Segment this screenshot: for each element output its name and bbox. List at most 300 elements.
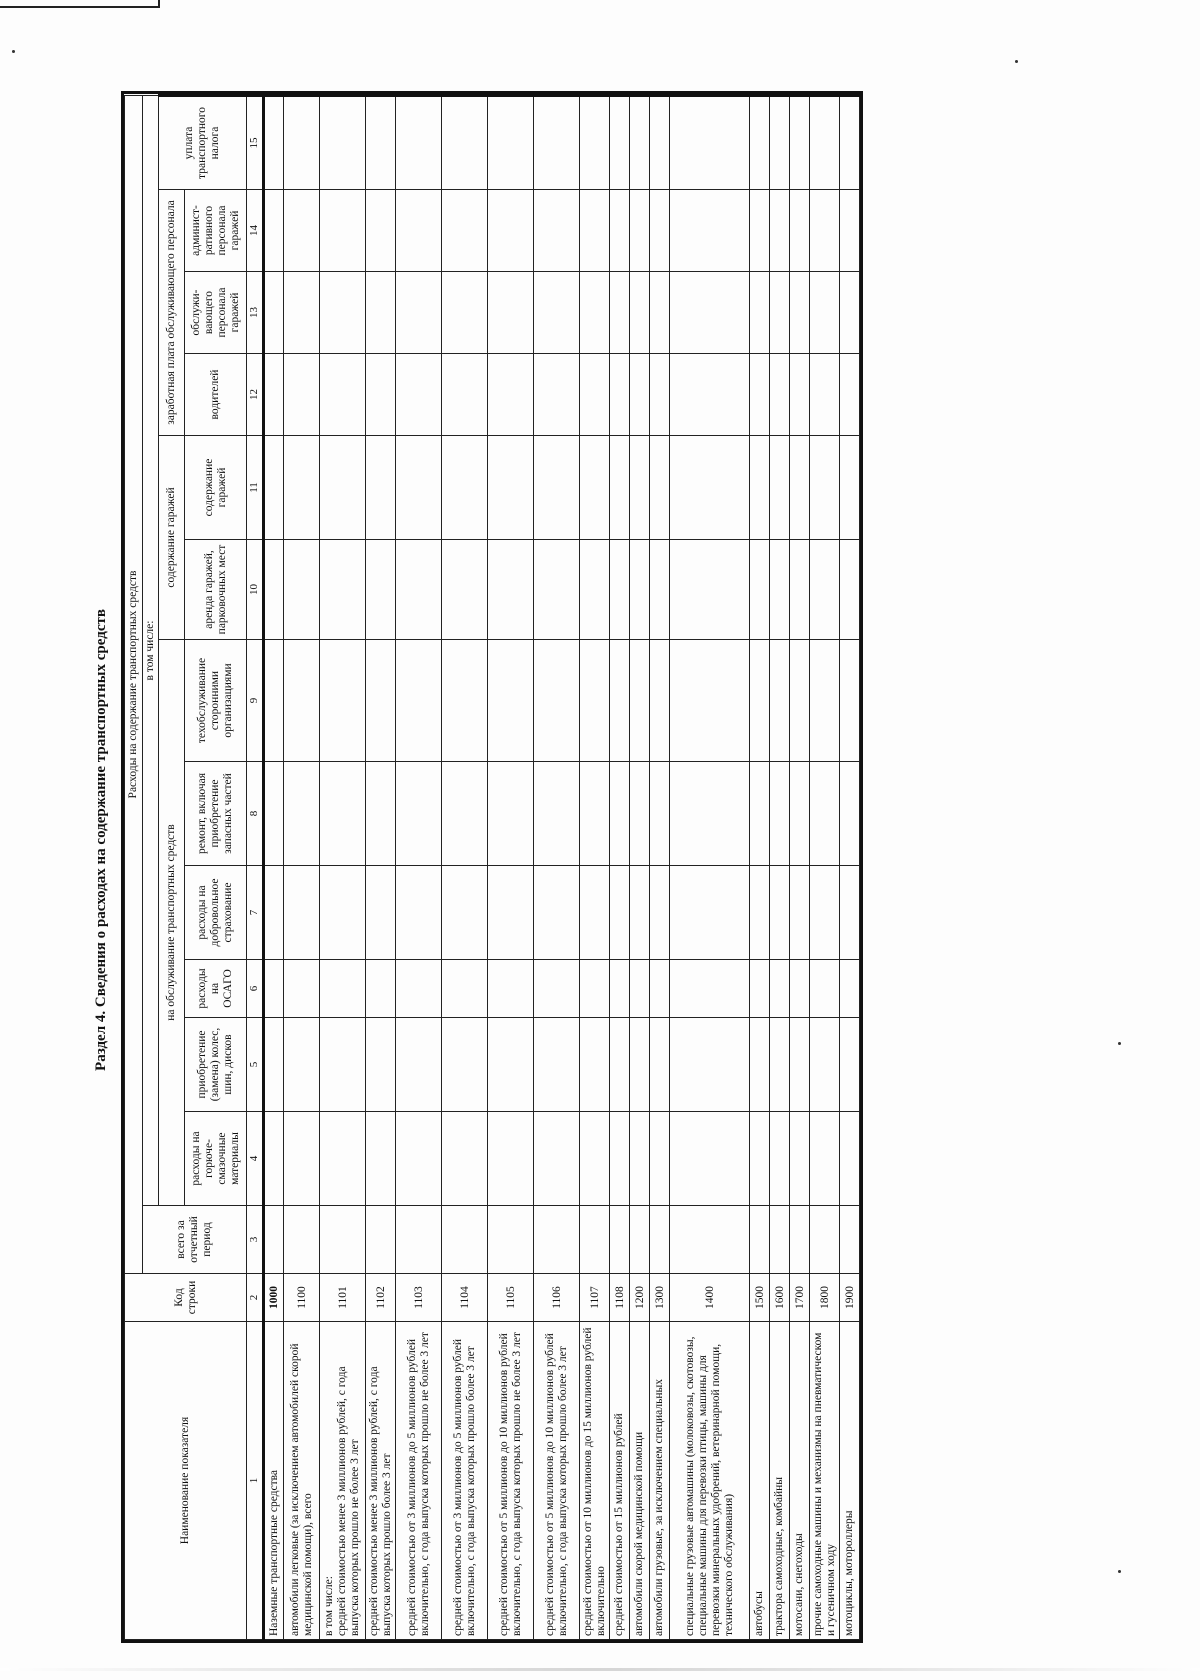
value-cell-col-7[interactable] [790, 866, 810, 960]
value-cell-col-13[interactable] [396, 272, 442, 354]
value-cell-col-4[interactable] [790, 1112, 810, 1206]
value-cell-col-12[interactable] [670, 354, 750, 436]
expenses-table [124, 94, 860, 1640]
row-code: 1101 [320, 1274, 366, 1322]
value-cell-col-10[interactable] [630, 540, 650, 640]
value-cell-col-5[interactable] [264, 1018, 284, 1112]
value-cell-col-3[interactable] [396, 1206, 442, 1274]
value-cell-col-6[interactable] [810, 960, 840, 1018]
row-name-text: Наземные транспортные средства [267, 1469, 280, 1636]
col-number: 7 [247, 866, 264, 960]
value-cell-col-13[interactable] [810, 272, 840, 354]
value-cell-col-11[interactable] [366, 436, 396, 540]
value-cell-col-12[interactable] [650, 354, 670, 436]
row-code: 1600 [770, 1274, 790, 1322]
value-cell-col-6[interactable] [840, 960, 860, 1018]
value-cell-col-3[interactable] [580, 1206, 610, 1274]
value-cell-col-9[interactable] [396, 640, 442, 762]
value-cell-col-3[interactable] [366, 1206, 396, 1274]
row-code: 1105 [488, 1274, 534, 1322]
value-cell-col-3[interactable] [770, 1206, 790, 1274]
value-cell-col-10[interactable] [488, 540, 534, 640]
value-cell-col-5[interactable] [320, 1018, 366, 1112]
row-name [670, 1322, 750, 1640]
value-cell-col-3[interactable] [630, 1206, 650, 1274]
value-cell-col-10[interactable] [264, 540, 284, 640]
value-cell-col-15[interactable] [442, 96, 488, 190]
value-cell-col-12[interactable] [630, 354, 650, 436]
value-cell-col-9[interactable] [320, 640, 366, 762]
value-cell-col-14[interactable] [630, 190, 650, 272]
value-cell-col-11[interactable] [630, 436, 650, 540]
value-cell-col-10[interactable] [580, 540, 610, 640]
value-cell-col-7[interactable] [580, 866, 610, 960]
value-cell-col-6[interactable] [790, 960, 810, 1018]
row-name-text: средней стоимостью от 3 миллионов до 5 миллионов рублей включительно, с года выпуска которых прошло более 3 лет [451, 1338, 477, 1636]
value-cell-col-8[interactable] [790, 762, 810, 866]
row-name [284, 1322, 320, 1640]
value-cell-col-11[interactable] [610, 436, 630, 540]
value-cell-col-5[interactable] [610, 1018, 630, 1112]
value-cell-col-8[interactable] [284, 762, 320, 866]
value-cell-col-15[interactable] [488, 96, 534, 190]
value-cell-col-9[interactable] [790, 640, 810, 762]
header-service-group: на обслуживание транспортных средств [159, 640, 185, 1206]
value-cell-col-10[interactable] [790, 540, 810, 640]
value-cell-col-11[interactable] [790, 436, 810, 540]
value-cell-col-11[interactable] [534, 436, 580, 540]
value-cell-col-12[interactable] [534, 354, 580, 436]
value-cell-col-4[interactable] [366, 1112, 396, 1206]
value-cell-col-14[interactable] [284, 190, 320, 272]
header-salary-group: заработная плата обслуживающего персонала [159, 190, 185, 436]
value-cell-col-12[interactable] [488, 354, 534, 436]
value-cell-col-6[interactable] [770, 960, 790, 1018]
scan-speck [1118, 1042, 1121, 1045]
value-cell-col-4[interactable] [264, 1112, 284, 1206]
value-cell-col-5[interactable] [580, 1018, 610, 1112]
value-cell-col-4[interactable] [284, 1112, 320, 1206]
value-cell-col-9[interactable] [750, 640, 770, 762]
value-cell-col-13[interactable] [650, 272, 670, 354]
header-c8: ремонт, включая приобретение запасных частей [185, 762, 247, 866]
value-cell-col-12[interactable] [770, 354, 790, 436]
value-cell-col-14[interactable] [670, 190, 750, 272]
value-cell-col-6[interactable] [580, 960, 610, 1018]
value-cell-col-13[interactable] [580, 272, 610, 354]
value-cell-col-7[interactable] [650, 866, 670, 960]
value-cell-col-8[interactable] [610, 762, 630, 866]
value-cell-col-12[interactable] [264, 354, 284, 436]
col-number: 15 [247, 96, 264, 190]
value-cell-col-15[interactable] [610, 96, 630, 190]
scan-frame-corner [0, 0, 160, 8]
value-cell-col-6[interactable] [442, 960, 488, 1018]
value-cell-col-10[interactable] [366, 540, 396, 640]
row-name-text: средней стоимостью от 3 миллионов до 5 миллионов рублей включительно, с года выпуска которых прошло не более 3 лет [405, 1332, 431, 1636]
value-cell-col-11[interactable] [750, 436, 770, 540]
value-cell-col-5[interactable] [284, 1018, 320, 1112]
value-cell-col-3[interactable] [442, 1206, 488, 1274]
value-cell-col-11[interactable] [442, 436, 488, 540]
col-number: 13 [247, 272, 264, 354]
value-cell-col-6[interactable] [750, 960, 770, 1018]
value-cell-col-6[interactable] [610, 960, 630, 1018]
value-cell-col-5[interactable] [442, 1018, 488, 1112]
value-cell-col-6[interactable] [630, 960, 650, 1018]
table-row [284, 96, 320, 1640]
value-cell-col-8[interactable] [650, 762, 670, 866]
value-cell-col-7[interactable] [610, 866, 630, 960]
value-cell-col-11[interactable] [580, 436, 610, 540]
value-cell-col-4[interactable] [770, 1112, 790, 1206]
value-cell-col-8[interactable] [840, 762, 860, 866]
value-cell-col-7[interactable] [630, 866, 650, 960]
value-cell-col-15[interactable] [790, 96, 810, 190]
value-cell-col-5[interactable] [750, 1018, 770, 1112]
value-cell-col-7[interactable] [366, 866, 396, 960]
value-cell-col-5[interactable] [790, 1018, 810, 1112]
value-cell-col-14[interactable] [396, 190, 442, 272]
value-cell-col-15[interactable] [320, 96, 366, 190]
value-cell-col-10[interactable] [810, 540, 840, 640]
row-code: 1400 [670, 1274, 750, 1322]
value-cell-col-14[interactable] [750, 190, 770, 272]
value-cell-col-14[interactable] [790, 190, 810, 272]
value-cell-col-15[interactable] [284, 96, 320, 190]
scan-speck [12, 50, 15, 53]
value-cell-col-5[interactable] [670, 1018, 750, 1112]
value-cell-col-13[interactable] [770, 272, 790, 354]
value-cell-col-5[interactable] [840, 1018, 860, 1112]
value-cell-col-11[interactable] [810, 436, 840, 540]
table-body [264, 96, 860, 1640]
value-cell-col-3[interactable] [790, 1206, 810, 1274]
value-cell-col-11[interactable] [488, 436, 534, 540]
value-cell-col-4[interactable] [810, 1112, 840, 1206]
row-name-text: автомобили скорой медицинской помощи [633, 1431, 645, 1636]
value-cell-col-9[interactable] [840, 640, 860, 762]
value-cell-col-13[interactable] [366, 272, 396, 354]
value-cell-col-11[interactable] [650, 436, 670, 540]
value-cell-col-14[interactable] [770, 190, 790, 272]
value-cell-col-5[interactable] [488, 1018, 534, 1112]
value-cell-col-9[interactable] [488, 640, 534, 762]
value-cell-col-6[interactable] [534, 960, 580, 1018]
value-cell-col-10[interactable] [396, 540, 442, 640]
table-row [396, 96, 442, 1640]
row-name [488, 1322, 534, 1640]
value-cell-col-7[interactable] [264, 866, 284, 960]
value-cell-col-7[interactable] [840, 866, 860, 960]
value-cell-col-13[interactable] [264, 272, 284, 354]
value-cell-col-14[interactable] [320, 190, 366, 272]
header-code: Код строки [125, 1274, 247, 1322]
value-cell-col-13[interactable] [320, 272, 366, 354]
value-cell-col-4[interactable] [630, 1112, 650, 1206]
header-c9: техобслуживание сторонними организациями [185, 640, 247, 762]
value-cell-col-14[interactable] [610, 190, 630, 272]
value-cell-col-7[interactable] [534, 866, 580, 960]
value-cell-col-12[interactable] [442, 354, 488, 436]
value-cell-col-6[interactable] [488, 960, 534, 1018]
value-cell-col-5[interactable] [396, 1018, 442, 1112]
value-cell-col-14[interactable] [264, 190, 284, 272]
value-cell-col-3[interactable] [320, 1206, 366, 1274]
value-cell-col-8[interactable] [670, 762, 750, 866]
value-cell-col-9[interactable] [650, 640, 670, 762]
value-cell-col-11[interactable] [264, 436, 284, 540]
value-cell-col-14[interactable] [488, 190, 534, 272]
value-cell-col-8[interactable] [488, 762, 534, 866]
value-cell-col-12[interactable] [750, 354, 770, 436]
value-cell-col-10[interactable] [284, 540, 320, 640]
value-cell-col-7[interactable] [810, 866, 840, 960]
value-cell-col-13[interactable] [840, 272, 860, 354]
value-cell-col-12[interactable] [284, 354, 320, 436]
table-row [610, 96, 630, 1640]
value-cell-col-10[interactable] [650, 540, 670, 640]
value-cell-col-12[interactable] [396, 354, 442, 436]
row-name-text: автомобили легковые (за исключением автомобилей скорой медицинской помощи), всего [288, 1343, 314, 1636]
value-cell-col-8[interactable] [810, 762, 840, 866]
header-c14: админист-ративного персонала гаражей [185, 190, 247, 272]
value-cell-col-11[interactable] [396, 436, 442, 540]
value-cell-col-6[interactable] [670, 960, 750, 1018]
value-cell-col-10[interactable] [610, 540, 630, 640]
value-cell-col-6[interactable] [320, 960, 366, 1018]
value-cell-col-11[interactable] [284, 436, 320, 540]
value-cell-col-13[interactable] [630, 272, 650, 354]
scan-speck [1118, 1570, 1121, 1573]
value-cell-col-9[interactable] [670, 640, 750, 762]
row-code: 1000 [264, 1274, 284, 1322]
value-cell-col-15[interactable] [770, 96, 790, 190]
value-cell-col-13[interactable] [488, 272, 534, 354]
row-code: 1200 [630, 1274, 650, 1322]
value-cell-col-8[interactable] [396, 762, 442, 866]
value-cell-col-11[interactable] [840, 436, 860, 540]
header-c11: содержание гаражей [185, 436, 247, 540]
value-cell-col-15[interactable] [670, 96, 750, 190]
value-cell-col-4[interactable] [580, 1112, 610, 1206]
value-cell-col-4[interactable] [488, 1112, 534, 1206]
value-cell-col-5[interactable] [366, 1018, 396, 1112]
value-cell-col-9[interactable] [264, 640, 284, 762]
value-cell-col-10[interactable] [442, 540, 488, 640]
value-cell-col-9[interactable] [630, 640, 650, 762]
row-name-text: мотоциклы, мотороллеры [843, 1510, 855, 1636]
row-name-text: трактора самоходные, комбайны [773, 1476, 785, 1636]
value-cell-col-5[interactable] [770, 1018, 790, 1112]
value-cell-col-4[interactable] [396, 1112, 442, 1206]
value-cell-col-7[interactable] [320, 866, 366, 960]
value-cell-col-3[interactable] [810, 1206, 840, 1274]
value-cell-col-13[interactable] [284, 272, 320, 354]
value-cell-col-3[interactable] [750, 1206, 770, 1274]
value-cell-col-12[interactable] [810, 354, 840, 436]
value-cell-col-12[interactable] [366, 354, 396, 436]
header-c5: приобретение (замена) колес, шин, дисков [185, 1018, 247, 1112]
value-cell-col-4[interactable] [750, 1112, 770, 1206]
value-cell-col-6[interactable] [284, 960, 320, 1018]
value-cell-col-13[interactable] [790, 272, 810, 354]
value-cell-col-15[interactable] [534, 96, 580, 190]
col-number: 2 [247, 1274, 264, 1322]
table-row [580, 96, 610, 1640]
value-cell-col-8[interactable] [264, 762, 284, 866]
value-cell-col-8[interactable] [580, 762, 610, 866]
value-cell-col-3[interactable] [670, 1206, 750, 1274]
row-name [534, 1322, 580, 1640]
value-cell-col-5[interactable] [810, 1018, 840, 1112]
value-cell-col-4[interactable] [650, 1112, 670, 1206]
row-name [770, 1322, 790, 1640]
value-cell-col-12[interactable] [320, 354, 366, 436]
header-c13: обслужи-вающего персонала гаражей [185, 272, 247, 354]
value-cell-col-3[interactable] [840, 1206, 860, 1274]
row-name [810, 1322, 840, 1640]
col-number: 3 [247, 1206, 264, 1274]
value-cell-col-9[interactable] [366, 640, 396, 762]
value-cell-col-12[interactable] [790, 354, 810, 436]
row-name [610, 1322, 630, 1640]
value-cell-col-7[interactable] [770, 866, 790, 960]
header-incl: в том числе: [143, 96, 159, 1206]
value-cell-col-15[interactable] [580, 96, 610, 190]
value-cell-col-9[interactable] [610, 640, 630, 762]
value-cell-col-3[interactable] [284, 1206, 320, 1274]
value-cell-col-10[interactable] [320, 540, 366, 640]
value-cell-col-11[interactable] [670, 436, 750, 540]
value-cell-col-7[interactable] [488, 866, 534, 960]
row-name-text: специальные грузовые автомашины (молоковозы, скотовозы, специальные машины для перевозки птицы, машины для перевозки минеральных удобрений, ветеринарной помощи, технического обслуживания) [683, 1336, 735, 1636]
value-cell-col-14[interactable] [810, 190, 840, 272]
value-cell-col-15[interactable] [366, 96, 396, 190]
value-cell-col-15[interactable] [630, 96, 650, 190]
value-cell-col-4[interactable] [534, 1112, 580, 1206]
table-row [488, 96, 534, 1640]
value-cell-col-7[interactable] [442, 866, 488, 960]
value-cell-col-9[interactable] [810, 640, 840, 762]
value-cell-col-8[interactable] [750, 762, 770, 866]
value-cell-col-10[interactable] [534, 540, 580, 640]
value-cell-col-4[interactable] [442, 1112, 488, 1206]
value-cell-col-3[interactable] [534, 1206, 580, 1274]
header-garages-group: содержание гаражей [159, 436, 185, 640]
value-cell-col-3[interactable] [610, 1206, 630, 1274]
header-c6: расходы на ОСАГО [185, 960, 247, 1018]
row-name-text: средней стоимостью от 10 миллионов до 15 миллионов рублей включительно [581, 1327, 607, 1636]
value-cell-col-15[interactable] [396, 96, 442, 190]
row-name [840, 1322, 860, 1640]
value-cell-col-10[interactable] [840, 540, 860, 640]
value-cell-col-13[interactable] [534, 272, 580, 354]
value-cell-col-3[interactable] [650, 1206, 670, 1274]
value-cell-col-14[interactable] [650, 190, 670, 272]
col-number: 6 [247, 960, 264, 1018]
col-number: 10 [247, 540, 264, 640]
value-cell-col-10[interactable] [750, 540, 770, 640]
table-row [320, 96, 366, 1640]
value-cell-col-8[interactable] [442, 762, 488, 866]
value-cell-col-12[interactable] [840, 354, 860, 436]
value-cell-col-6[interactable] [396, 960, 442, 1018]
value-cell-col-4[interactable] [320, 1112, 366, 1206]
value-cell-col-15[interactable] [840, 96, 860, 190]
value-cell-col-8[interactable] [770, 762, 790, 866]
row-code: 1500 [750, 1274, 770, 1322]
row-name-text: автомобили грузовые, за исключением специальных [653, 1379, 665, 1636]
value-cell-col-8[interactable] [630, 762, 650, 866]
value-cell-col-3[interactable] [264, 1206, 284, 1274]
value-cell-col-14[interactable] [580, 190, 610, 272]
value-cell-col-5[interactable] [650, 1018, 670, 1112]
value-cell-col-12[interactable] [610, 354, 630, 436]
value-cell-col-11[interactable] [320, 436, 366, 540]
value-cell-col-11[interactable] [770, 436, 790, 540]
row-name [630, 1322, 650, 1640]
row-code: 1900 [840, 1274, 860, 1322]
value-cell-col-3[interactable] [488, 1206, 534, 1274]
value-cell-col-5[interactable] [534, 1018, 580, 1112]
row-name-text: средней стоимостью от 5 миллионов до 10 миллионов рублей включительно, с года выпуска которых прошло более 3 лет [543, 1333, 569, 1636]
value-cell-col-10[interactable] [770, 540, 790, 640]
value-cell-col-4[interactable] [670, 1112, 750, 1206]
section-title: Раздел 4. Сведения о расходах на содержание транспортных средств [93, 609, 109, 1071]
value-cell-col-9[interactable] [580, 640, 610, 762]
value-cell-col-10[interactable] [670, 540, 750, 640]
value-cell-col-9[interactable] [442, 640, 488, 762]
value-cell-col-14[interactable] [442, 190, 488, 272]
value-cell-col-5[interactable] [630, 1018, 650, 1112]
value-cell-col-4[interactable] [840, 1112, 860, 1206]
value-cell-col-9[interactable] [770, 640, 790, 762]
value-cell-col-9[interactable] [284, 640, 320, 762]
value-cell-col-15[interactable] [750, 96, 770, 190]
value-cell-col-13[interactable] [610, 272, 630, 354]
value-cell-col-14[interactable] [366, 190, 396, 272]
value-cell-col-15[interactable] [264, 96, 284, 190]
value-cell-col-9[interactable] [534, 640, 580, 762]
value-cell-col-15[interactable] [650, 96, 670, 190]
value-cell-col-13[interactable] [750, 272, 770, 354]
value-cell-col-13[interactable] [442, 272, 488, 354]
row-name-text: автобусы [753, 1591, 765, 1636]
table-row [750, 96, 770, 1640]
value-cell-col-4[interactable] [610, 1112, 630, 1206]
value-cell-col-6[interactable] [264, 960, 284, 1018]
value-cell-col-13[interactable] [670, 272, 750, 354]
value-cell-col-8[interactable] [534, 762, 580, 866]
value-cell-col-8[interactable] [366, 762, 396, 866]
value-cell-col-14[interactable] [840, 190, 860, 272]
value-cell-col-7[interactable] [396, 866, 442, 960]
value-cell-col-7[interactable] [750, 866, 770, 960]
header-c4: расходы на горюче-смазочные материалы [185, 1112, 247, 1206]
value-cell-col-6[interactable] [650, 960, 670, 1018]
value-cell-col-6[interactable] [366, 960, 396, 1018]
table-row [442, 96, 488, 1640]
value-cell-col-7[interactable] [670, 866, 750, 960]
table-row [790, 96, 810, 1640]
value-cell-col-15[interactable] [810, 96, 840, 190]
value-cell-col-12[interactable] [580, 354, 610, 436]
value-cell-col-7[interactable] [284, 866, 320, 960]
value-cell-col-8[interactable] [320, 762, 366, 866]
row-name [396, 1322, 442, 1640]
value-cell-col-14[interactable] [534, 190, 580, 272]
